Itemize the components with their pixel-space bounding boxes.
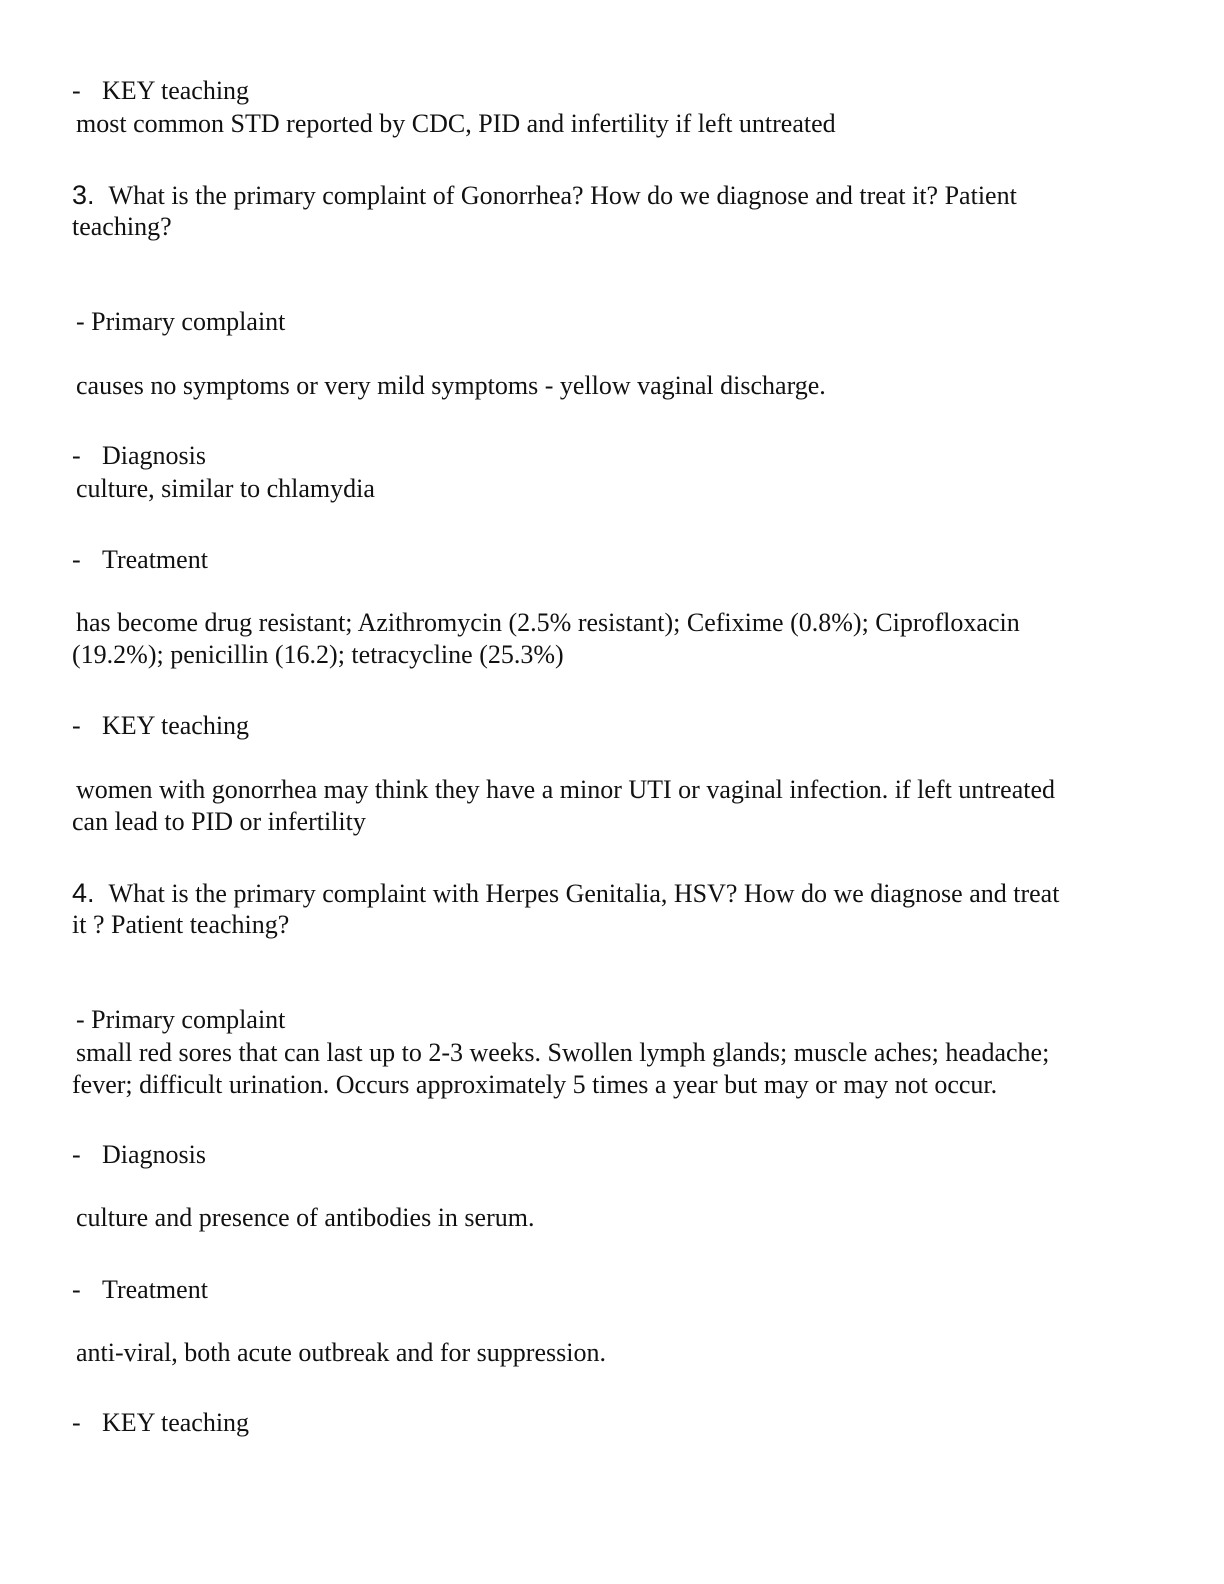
- question-number: 4.: [72, 878, 95, 908]
- treatment-heading: [72, 544, 208, 576]
- key-teaching-heading: [72, 1407, 249, 1439]
- key-teaching-text-continued: can lead to PID or infertility: [72, 807, 366, 836]
- question-text: What is the primary complaint with Herpes Genitalia, HSV? How do we diagnose and treat: [108, 879, 1060, 908]
- treatment-text-continued: (19.2%); penicillin (16.2); tetracycline (25.3%): [72, 640, 564, 669]
- primary-complaint-text-continued: fever; difficult urination. Occurs approximately 5 times a year but may or may not occur.: [72, 1070, 998, 1099]
- diagnosis-heading: [72, 440, 206, 472]
- primary-complaint-text: small red sores that can last up to 2-3 weeks. Swollen lymph glands; muscle aches; headache;: [76, 1038, 1050, 1067]
- question-4: [72, 877, 1059, 910]
- treatment-text: anti-viral, both acute outbreak and for suppression.: [76, 1338, 606, 1367]
- bullet-dash: -: [72, 1275, 81, 1304]
- question-4-continued: it ? Patient teaching?: [72, 910, 290, 939]
- diagnosis-text: culture and presence of antibodies in serum.: [76, 1203, 535, 1232]
- question-text: What is the primary complaint of Gonorrhea? How do we diagnose and treat it? Patient: [108, 181, 1017, 210]
- question-number: 3.: [72, 180, 95, 210]
- bullet-dash: -: [72, 76, 81, 105]
- primary-complaint-heading: - Primary complaint: [76, 1005, 286, 1034]
- heading-label: KEY teaching: [102, 76, 250, 105]
- treatment-text: has become drug resistant; Azithromycin (2.5% resistant); Cefixime (0.8%); Ciprofloxacin: [76, 608, 1020, 637]
- key-teaching-heading: [72, 75, 249, 107]
- heading-label: KEY teaching: [102, 711, 250, 740]
- primary-complaint-heading: - Primary complaint: [76, 307, 286, 336]
- treatment-heading: [72, 1274, 208, 1306]
- question-3-continued: teaching?: [72, 212, 172, 241]
- key-teaching-text: most common STD reported by CDC, PID and infertility if left untreated: [76, 109, 836, 138]
- bullet-dash: -: [72, 545, 81, 574]
- heading-label: Diagnosis: [102, 1140, 206, 1169]
- primary-complaint-text: causes no symptoms or very mild symptoms - yellow vaginal discharge.: [76, 371, 826, 400]
- question-3: [72, 179, 1017, 212]
- heading-label: Diagnosis: [102, 441, 206, 470]
- bullet-dash: -: [72, 711, 81, 740]
- bullet-dash: -: [72, 441, 81, 470]
- heading-label: Treatment: [102, 545, 208, 574]
- diagnosis-text: culture, similar to chlamydia: [76, 474, 375, 503]
- heading-label: Treatment: [102, 1275, 208, 1304]
- key-teaching-text: women with gonorrhea may think they have a minor UTI or vaginal infection. if left untreated: [76, 775, 1056, 804]
- heading-label: KEY teaching: [102, 1408, 250, 1437]
- bullet-dash: -: [72, 1408, 81, 1437]
- bullet-dash: -: [72, 1140, 81, 1169]
- diagnosis-heading: [72, 1139, 206, 1171]
- key-teaching-heading: [72, 710, 249, 742]
